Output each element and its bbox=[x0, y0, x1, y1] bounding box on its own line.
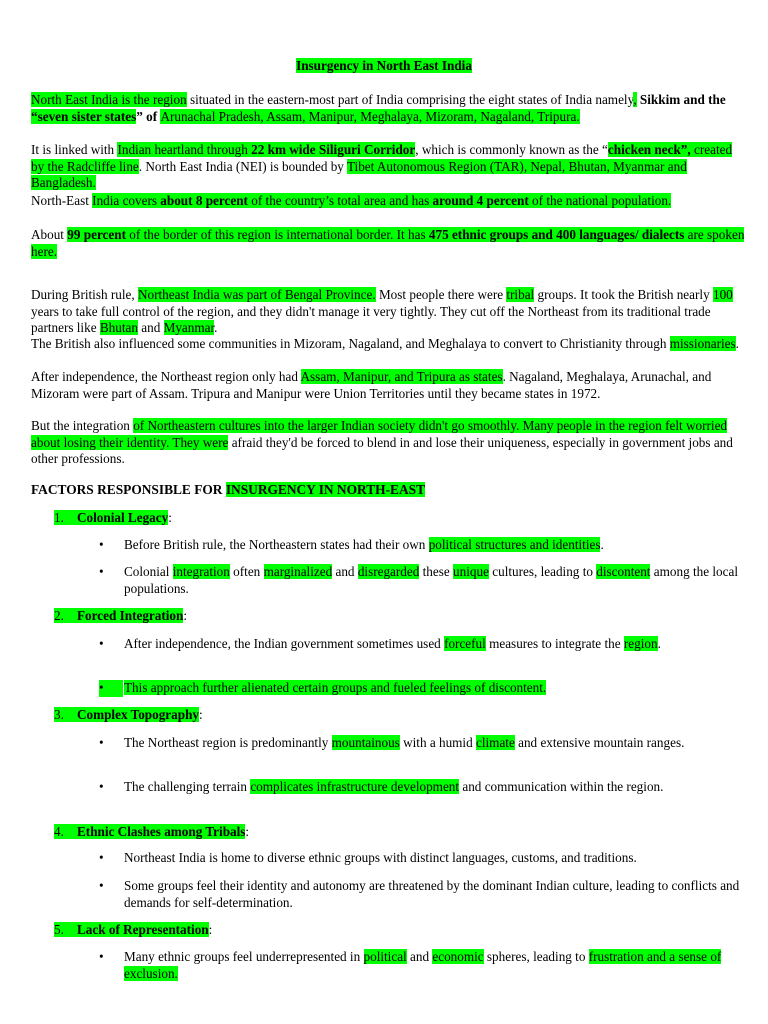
text-run: Northeast India is home to diverse ethnic groups with distinct languages, customs, and traditions. bbox=[124, 850, 637, 865]
text-run: afraid they'd be forced to blend in and lose their uniqueness, especially in government jobs and other professions. bbox=[31, 434, 733, 467]
text-run: : bbox=[208, 922, 213, 937]
text-run: Colonial bbox=[124, 564, 173, 579]
text-run: North-East bbox=[31, 193, 93, 208]
text-run: these bbox=[419, 564, 454, 579]
text-run: among the local populations. bbox=[124, 564, 739, 596]
text-run: climate bbox=[476, 735, 515, 750]
list-item bbox=[99, 850, 744, 867]
text-run: INSURGENCY IN NORTH-EAST bbox=[225, 482, 426, 497]
text-run: groups. It took the British nearly bbox=[534, 287, 713, 302]
text-run: tribal bbox=[506, 287, 535, 302]
list-number: 3. bbox=[54, 707, 64, 722]
history-paragraph-3 bbox=[31, 369, 746, 402]
list-item bbox=[99, 636, 744, 653]
text-run: 100 bbox=[712, 287, 733, 302]
text-run: FACTORS RESPONSIBLE FOR bbox=[31, 482, 226, 497]
text-run: and extensive mountain ranges. bbox=[514, 735, 685, 750]
factor-4-heading bbox=[54, 824, 249, 841]
text-run: “seven sister states bbox=[31, 108, 137, 124]
text-run: Northeast India was part of Bengal Province. bbox=[137, 287, 376, 302]
text-run: Myanmar bbox=[163, 320, 215, 336]
text-run: unique bbox=[453, 564, 489, 579]
text-run: : bbox=[199, 707, 203, 722]
text-run: frustration and a sense of exclusion. bbox=[124, 949, 722, 981]
text-run: , which is commonly known as the “ bbox=[415, 142, 608, 157]
factors-heading bbox=[31, 482, 425, 499]
text-run: Many ethnic groups feel underrepresented in bbox=[124, 949, 364, 964]
text-run: Tibet Autonomous Region (TAR), Nepal, Bhutan, Myanmar and Bangladesh. bbox=[31, 158, 687, 191]
bullet-icon: • bbox=[99, 636, 104, 651]
text-run: About bbox=[31, 227, 68, 242]
text-run: and bbox=[137, 320, 164, 336]
text-run: Assam, Manipur, and Tripura as states bbox=[300, 369, 503, 384]
text-run: Sikkim and the bbox=[639, 92, 726, 107]
text-run: further alienated certain groups and fueled feelings of discontent. bbox=[202, 680, 547, 695]
factor-title: Forced Integration bbox=[77, 608, 184, 623]
text-run: After independence, the Indian government sometimes used bbox=[124, 636, 445, 651]
text-run: During British rule, bbox=[31, 287, 138, 302]
text-run: forceful bbox=[444, 636, 486, 651]
list-number: 1. bbox=[54, 510, 64, 525]
factor-2-heading bbox=[54, 608, 187, 625]
text-run: political bbox=[363, 949, 407, 964]
text-run: ” of bbox=[136, 108, 161, 124]
factor-title: Lack of Representation bbox=[77, 922, 209, 937]
intro-paragraph-3 bbox=[31, 193, 746, 210]
intro-paragraph-2 bbox=[31, 142, 746, 192]
list-item bbox=[99, 735, 744, 752]
text-run: . bbox=[600, 537, 604, 552]
text-run: North East India is the region bbox=[31, 92, 187, 107]
text-run: Some groups feel their identity and autonomy are threatened by the dominant Indian culture, leading to conflicts and demands for self-determination. bbox=[124, 878, 740, 910]
text-run: political structures and identities bbox=[428, 537, 601, 552]
text-run: Indian heartland through bbox=[117, 142, 252, 157]
text-run: , bbox=[633, 92, 637, 107]
text-run: But the integration bbox=[31, 418, 134, 433]
text-run: 99 percent bbox=[67, 227, 126, 242]
list-number: 2. bbox=[54, 608, 64, 623]
text-run: measures to integrate the bbox=[485, 636, 624, 651]
text-run: of Northeastern cultures into the larger Indian society didn't go smoothly. Many people in the region felt worried about losing their identity. They were bbox=[31, 418, 728, 450]
text-run: region bbox=[623, 636, 658, 651]
text-run: situated in the eastern-most part of India comprising the eight states of India namely bbox=[186, 92, 634, 107]
text-run: . bbox=[657, 636, 661, 651]
text-run: are spoken here. bbox=[31, 227, 745, 259]
bullet-icon: • bbox=[99, 564, 104, 579]
list-item bbox=[99, 680, 744, 697]
text-run: Arunachal Pradesh, Assam, Manipur, Meghalaya, Mizoram, Nagaland, Tripura. bbox=[160, 108, 580, 124]
text-run: around 4 percent bbox=[432, 193, 529, 208]
text-run: 475 ethnic groups and 400 languages/ dialects bbox=[428, 227, 685, 242]
text-run: missionaries bbox=[669, 336, 736, 351]
list-item bbox=[99, 949, 744, 982]
factor-title: Colonial Legacy bbox=[77, 510, 169, 525]
bullet-icon: • bbox=[99, 850, 104, 865]
bullet-icon: • bbox=[99, 779, 104, 794]
text-run: with a humid bbox=[399, 735, 476, 750]
history-paragraph-4 bbox=[31, 418, 746, 468]
text-run: and communication within the region. bbox=[459, 779, 664, 794]
factor-title: Complex Topography bbox=[77, 707, 200, 722]
text-run: Bhutan bbox=[99, 320, 138, 336]
text-run: about 8 percent bbox=[160, 193, 248, 208]
text-run: created by the Radcliffe line bbox=[31, 142, 733, 174]
title-text: Insurgency in North East India bbox=[296, 58, 472, 73]
list-item bbox=[99, 878, 744, 911]
text-run: It is linked with bbox=[31, 142, 118, 157]
list-item bbox=[99, 564, 744, 597]
text-run: : bbox=[168, 510, 172, 525]
text-run: mountainous bbox=[331, 735, 400, 750]
text-run: : bbox=[245, 824, 250, 839]
list-item bbox=[99, 537, 744, 554]
bullet-icon: • bbox=[99, 735, 104, 750]
text-run: : bbox=[183, 608, 188, 623]
text-run: of the border of this region is international border. It has bbox=[126, 227, 429, 242]
history-paragraph-2 bbox=[31, 336, 746, 353]
text-run: . North East India (NEI) is bounded by bbox=[138, 158, 347, 174]
history-paragraph-1 bbox=[31, 287, 746, 337]
factor-1-heading bbox=[54, 510, 172, 527]
text-run: often bbox=[229, 564, 264, 579]
text-run: and bbox=[332, 564, 358, 579]
text-run: cultures, leading to bbox=[488, 564, 597, 579]
text-run: spheres, leading to bbox=[483, 949, 589, 964]
text-run: The British also influenced some communities in Mizoram, Nagaland, and Meghalaya to convert to Christianity through bbox=[31, 336, 670, 351]
text-run: After independence, the Northeast region only had bbox=[31, 369, 301, 384]
bullet-icon: • bbox=[99, 878, 104, 893]
text-run: The challenging terrain bbox=[124, 779, 251, 794]
text-run: of the country’s total area and has bbox=[247, 193, 433, 208]
text-run: . Nagaland, Meghalaya, Arunachal, and Mizoram were part of Assam. Tripura and Manipur were Union Territories until they became states in 1972. bbox=[31, 369, 712, 401]
intro-paragraph-4 bbox=[31, 227, 746, 260]
text-run: marginalized bbox=[263, 564, 333, 579]
bullet-icon: • bbox=[99, 537, 104, 552]
intro-paragraph-1 bbox=[31, 92, 746, 125]
document-title bbox=[0, 58, 768, 75]
text-run: . bbox=[735, 336, 739, 351]
list-item bbox=[99, 779, 744, 796]
bullet-icon: • bbox=[99, 949, 104, 964]
text-run: disregarded bbox=[357, 564, 420, 579]
text-run: Before British rule, the Northeastern states had their own bbox=[124, 537, 429, 552]
text-run: Most people there were bbox=[375, 287, 507, 302]
text-run: discontent bbox=[596, 564, 651, 579]
text-run: . bbox=[214, 320, 218, 336]
list-number: 4. bbox=[54, 824, 64, 839]
text-run: The Northeast region is predominantly bbox=[124, 735, 332, 750]
text-run: 22 km wide Siliguri Corridor bbox=[251, 142, 416, 157]
list-number: 5. bbox=[54, 922, 64, 937]
factor-title: Ethnic Clashes among Tribals bbox=[77, 824, 246, 839]
bullet-icon: • bbox=[99, 680, 123, 697]
text-run: of the national population. bbox=[528, 193, 672, 208]
text-run: chicken neck”, bbox=[607, 142, 691, 157]
text-run: economic bbox=[432, 949, 484, 964]
text-run: and bbox=[406, 949, 433, 964]
factor-5-heading bbox=[54, 922, 212, 939]
text-run: This approach bbox=[124, 680, 203, 695]
factor-3-heading bbox=[54, 707, 203, 724]
text-run: complicates infrastructure development bbox=[250, 779, 460, 794]
text-run: years to take full control of the region, and they didn't manage it very tightly. They cut off the Northeast from its traditional trade partners like bbox=[31, 303, 711, 336]
text-run: integration bbox=[172, 564, 230, 579]
text-run: India covers bbox=[92, 193, 161, 208]
